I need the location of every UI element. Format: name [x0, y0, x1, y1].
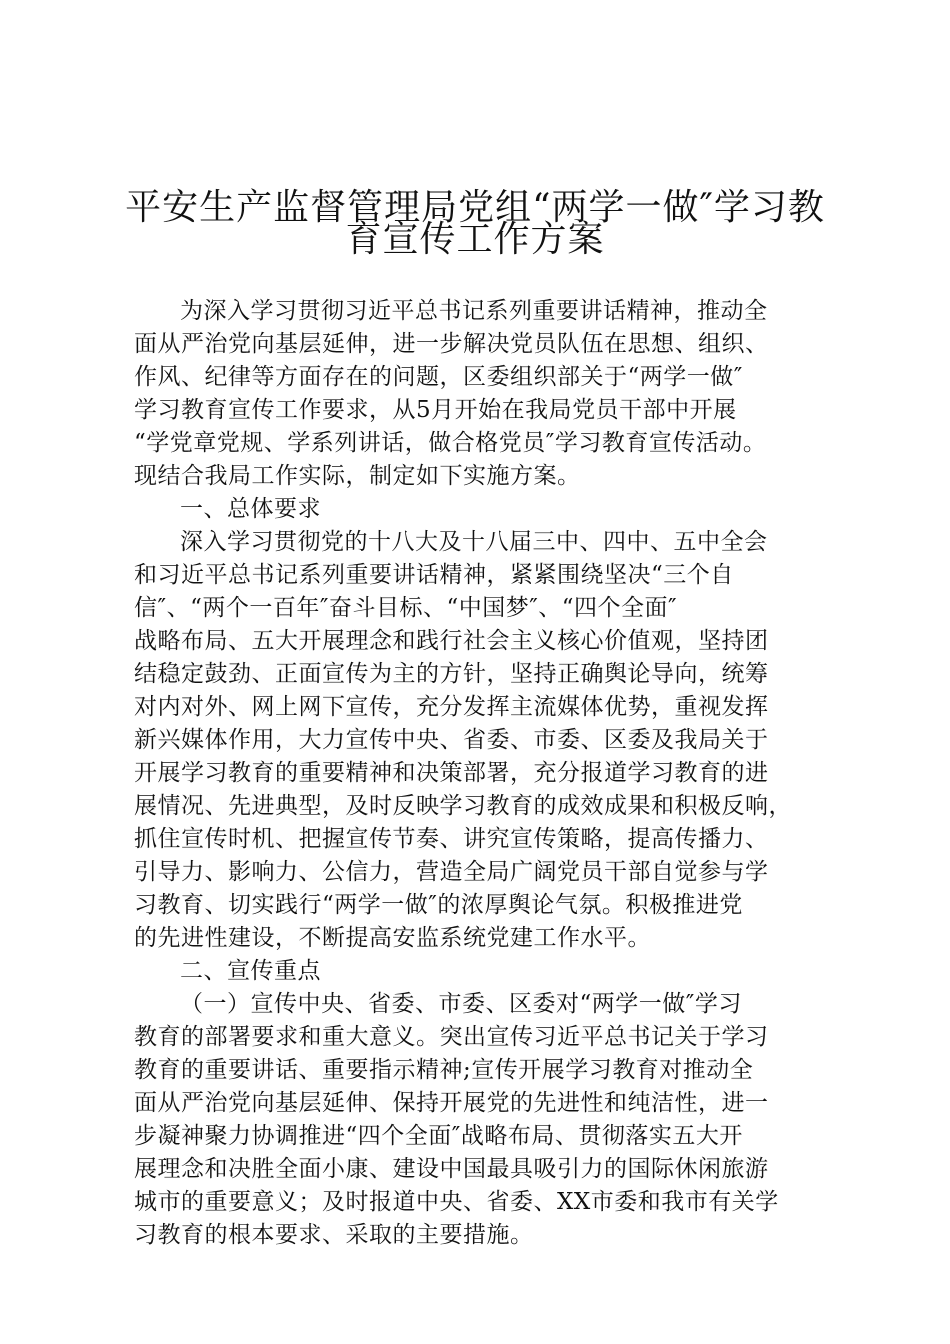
paragraph-requirements-line: 抓住宣传时机、把握宣传节奏、讲究宣传策略，提高传播力、 — [134, 826, 769, 852]
paragraph-intro-line: 作风、纪律等方面存在的问题，区委组织部关于“两学一做″ — [134, 364, 743, 390]
paragraph-requirements-line: 结稳定鼓劲、正面宣传为主的方针，坚持正确舆论导向，统筹 — [134, 661, 769, 687]
paragraph-requirements-line: 展情况、先进典型，及时反映学习教育的成效成果和积极反响， — [134, 793, 792, 819]
paragraph-requirements-line: 开展学习教育的重要精神和决策部署，充分报道学习教育的进 — [134, 760, 769, 786]
paragraph-intro-line: “学党章党规、学系列讲话，做合格党员″学习教育宣传活动。 — [134, 430, 767, 456]
section-heading-general-requirements: 一、总体要求 — [180, 496, 321, 522]
paragraph-requirements-line: 和习近平总书记系列重要讲话精神，紧紧围绕坚决“三个自 — [134, 562, 734, 588]
paragraph-requirements-line: 新兴媒体作用，大力宣传中央、省委、市委、区委及我局关于 — [134, 727, 769, 753]
paragraph-focus-line: 步凝神聚力协调推进“四个全面″战略布局、贯彻落实五大开 — [134, 1123, 743, 1149]
paragraph-intro-line: 现结合我局工作实际，制定如下实施方案。 — [134, 463, 581, 489]
paragraph-requirements-line: 深入学习贯彻党的十八大及十八届三中、四中、五中全会 — [180, 529, 768, 555]
paragraph-requirements-line: 战略布局、五大开展理念和践行社会主义核心价值观，坚持团 — [134, 628, 769, 654]
paragraph-intro-line: 面从严治党向基层延伸，进一步解决党员队伍在思想、组织、 — [134, 331, 769, 357]
document-body — [134, 295, 834, 1252]
paragraph-requirements-line: 引导力、影响力、公信力，营造全局广阔党员干部自觉参与学 — [134, 859, 769, 885]
section-heading-publicity-focus: 二、宣传重点 — [180, 958, 321, 984]
paragraph-focus-line: 教育的重要讲话、重要指示精神;宣传开展学习教育对推动全 — [134, 1057, 754, 1083]
paragraph-intro-line: 为深入学习贯彻习近平总书记系列重要讲话精神，推动全 — [180, 298, 768, 324]
paragraph-requirements-line: 的先进性建设，不断提高安监系统党建工作水平。 — [134, 925, 651, 951]
paragraph-focus-line: 教育的部署要求和重大意义。突出宣传习近平总书记关于学习 — [134, 1024, 769, 1050]
paragraph-focus-line: 面从严治党向基层延伸、保持开展党的先进性和纯洁性，进一 — [134, 1090, 769, 1116]
paragraph-focus-line: 城市的重要意义；及时报道中央、省委、XX市委和我市有关学 — [134, 1189, 779, 1215]
document-title-line-2: 育宣传工作方案 — [345, 219, 605, 260]
paragraph-requirements-line: 习教育、切实践行“两学一做″的浓厚舆论气氛。积极推进党 — [134, 892, 743, 918]
paragraph-requirements-line: 对内对外、网上网下宣传，充分发挥主流媒体优势，重视发挥 — [134, 694, 769, 720]
document-title-line-1: 平安生产监督管理局党组“两学一做″学习教 — [125, 187, 825, 228]
paragraph-focus-line: （一）宣传中央、省委、市委、区委对“两学一做″学习 — [180, 991, 742, 1017]
paragraph-focus-line: 展理念和决胜全面小康、建设中国最具吸引力的国际休闲旅游 — [134, 1156, 769, 1182]
paragraph-focus-line: 习教育的根本要求、采取的主要措施。 — [134, 1222, 534, 1248]
paragraph-intro-line: 学习教育宣传工作要求，从5月开始在我局党员干部中开展 — [134, 397, 737, 423]
paragraph-requirements-line: 信″、“两个一百年″奋斗目标、“中国梦″、“四个全面″ — [134, 595, 678, 621]
